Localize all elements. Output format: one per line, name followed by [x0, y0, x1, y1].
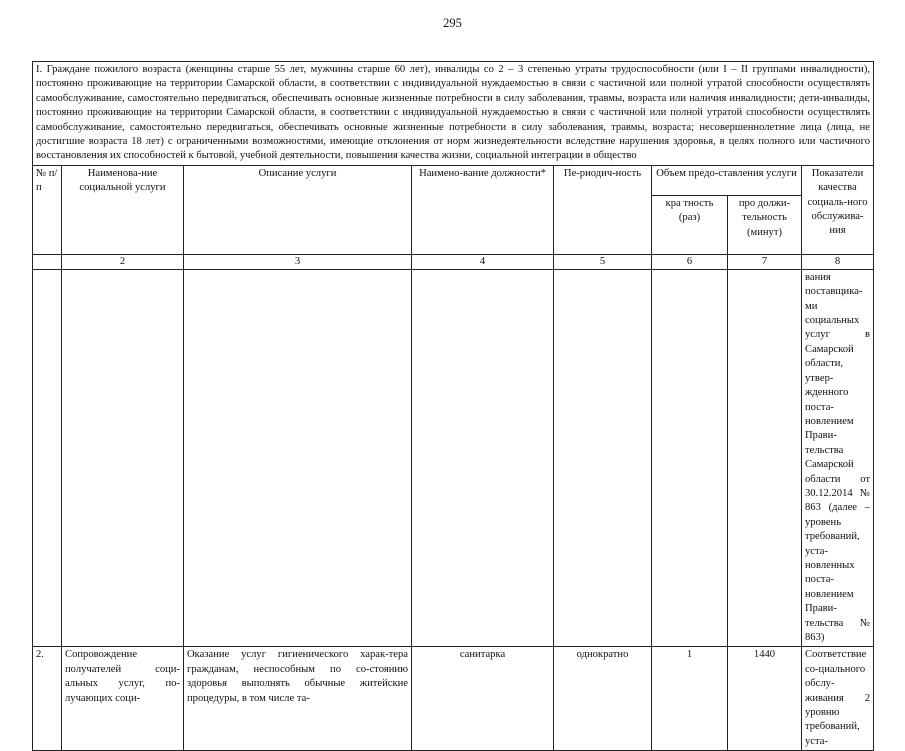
page-number: 295	[443, 16, 462, 30]
cell-empty	[652, 269, 728, 647]
column-number: 2	[62, 254, 184, 269]
header-num: № п/п	[33, 165, 62, 254]
column-number	[33, 254, 62, 269]
services-table	[32, 61, 874, 751]
cell-empty	[62, 269, 184, 647]
column-number: 3	[184, 254, 412, 269]
header-position: Наимено-вание должности*	[412, 165, 554, 254]
cell-empty	[554, 269, 652, 647]
cell-periodicity: однократно	[554, 647, 652, 751]
column-number: 5	[554, 254, 652, 269]
cell-empty	[412, 269, 554, 647]
header-quality: Показатели качества социаль-ного обслужива-ния	[802, 165, 874, 254]
cell-empty	[184, 269, 412, 647]
header-duration: про должи-тельность (минут)	[728, 195, 802, 254]
cell-empty	[33, 269, 62, 647]
header-periodicity: Пе-риодич-ность	[554, 165, 652, 254]
cell-num: 2.	[33, 647, 62, 751]
cell-empty	[728, 269, 802, 647]
column-number: 6	[652, 254, 728, 269]
column-number-row	[33, 254, 874, 269]
header-multiplicity: кра тность (раз)	[652, 195, 728, 254]
cell-quality: Соответствие со-циального обслу-живания 2 уровню требований, уста-	[802, 647, 874, 751]
cell-name: Сопровождение получателей соци-альных услуг, по-лучающих соци-	[62, 647, 184, 751]
header-description: Описание услуги	[184, 165, 412, 254]
table-row-2	[33, 647, 874, 751]
header-row	[33, 165, 874, 195]
header-name: Наименова-ние социальной услуги	[62, 165, 184, 254]
header-volume: Объем предо-ставления услуги	[652, 165, 802, 195]
cell-duration: 1440	[728, 647, 802, 751]
column-number: 4	[412, 254, 554, 269]
intro-row	[33, 62, 874, 166]
table-row-continuation	[33, 269, 874, 647]
cell-position: санитарка	[412, 647, 554, 751]
column-number: 8	[802, 254, 874, 269]
column-number: 7	[728, 254, 802, 269]
cell-description: Оказание услуг гигиенического харак-тера гражданам, неспособным по со-стоянию здоровья выполнять обычные житейские процедуры, в том числе та-	[184, 647, 412, 751]
cell-multiplicity: 1	[652, 647, 728, 751]
cell-quality: вания поставщика-ми социальных услуг в Самарской области, утвер-жденного поста-новлением Прави-тельства Самарской области от 30.12.2014 № 863 (далее – уровень требований, уста-новленных поста-новлением Прави-тельства № 863)	[802, 269, 874, 647]
intro-text: I. Граждане пожилого возраста (женщины старше 55 лет, мужчины старше 60 лет), инвалиды со 2 – 3 степенью утраты трудоспособности (или I – II группами инвалидности), постоянно проживающие на территории Самарской области, в соответствии с индивидуальной нуждаемостью в связи с частичной или полной утратой способности осуществлять самообслуживание, самостоятельно передвигаться, обеспечивать основные жизненные потребности в силу заболевания, травмы, возраста или наличия инвалидности; дети-инвалиды, постоянно проживающие на территории Самарской области, в соответствии с индивидуальной нуждаемостью в связи с частичной или полной утратой способности осуществлять самообслуживание, самостоятельно передвигаться, обеспечивать основные жизненные потребности в силу заболевания, травмы, возраста; несовершеннолетние лица (лица, не достигшие возраста 18 лет) с ограниченными возможностями, имеющие отклонения от норм жизнедеятельности вследствие нарушения здоровья, в целях полного или частичного восстановления их способностей к бытовой, учебной деятельности, повышения качества жизни, социальной интеграции в общество	[33, 62, 874, 166]
